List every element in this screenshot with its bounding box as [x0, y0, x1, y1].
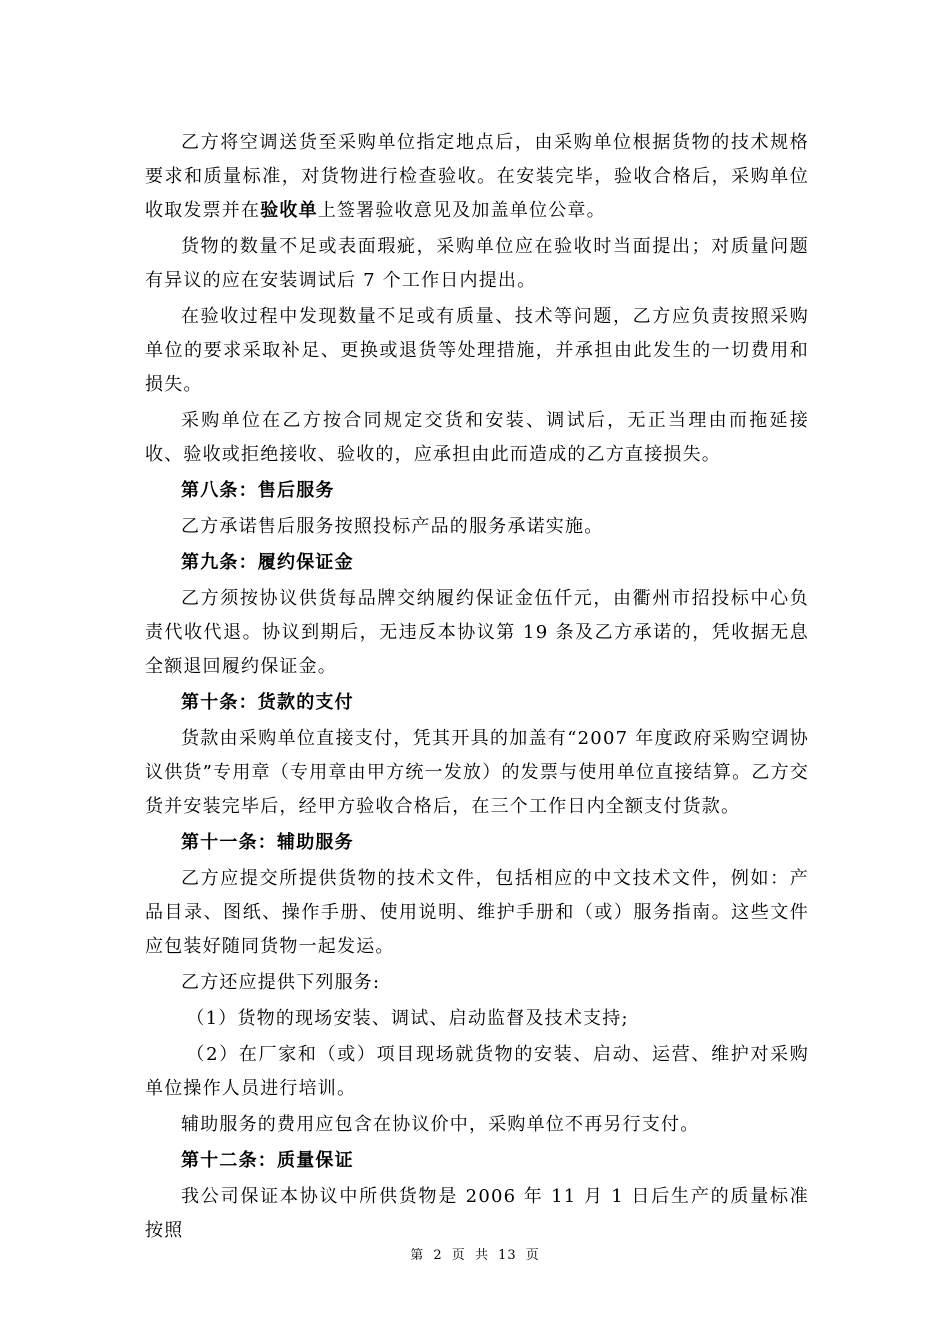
paragraph-refusal-liability: 采购单位在乙方按合同规定交货和安装、调试后，无正当理由而拖延接收、验收或拒绝接收、验收的，应承担由此而造成的乙方直接损失。 — [145, 410, 809, 465]
paragraph-article-8: 乙方承诺售后服务按照投标产品的服务承诺实施。 — [181, 516, 604, 537]
bold-term-acceptance-form: 验收单 — [260, 200, 318, 221]
heading-article-11: 第十一条：辅助服务 — [181, 832, 354, 853]
page-footer — [0, 1244, 950, 1263]
paragraph-quantity-defects: 货物的数量不足或表面瑕疵，采购单位应在验收时当面提出；对质量问题有异议的应在安装调试后 7 个工作日内提出。 — [145, 236, 809, 291]
heading-article-12: 第十二条：质量保证 — [181, 1150, 354, 1171]
footer-page-unit: 页 — [451, 1248, 466, 1263]
list-item-service-1: （1）货物的现场安装、调试、启动监督及技术支持; — [186, 1008, 629, 1029]
paragraph-text: 上签署验收意见及加盖单位公章。 — [317, 200, 606, 221]
paragraph-article-9: 乙方须按协议供货每品牌交纳履约保证金伍仟元，由衢州市招投标中心负责代收代退。协议到期后，无违反本协议第 19 条及乙方承诺的，凭收据无息全额退回履约保证金。 — [145, 588, 809, 677]
footer-page-number: 2 — [433, 1248, 443, 1263]
heading-article-9: 第九条：履约保证金 — [181, 552, 354, 573]
document-body — [145, 126, 809, 1250]
paragraph-acceptance-issues: 在验收过程中发现数量不足或有质量、技术等问题，乙方应负责按照采购单位的要求采取补足、更换或退货等处理措施，并承担由此发生的一切费用和损失。 — [145, 306, 809, 395]
paragraph-article-11-documents: 乙方应提交所提供货物的技术文件，包括相应的中文技术文件，例如：产品目录、图纸、操作手册、使用说明、维护手册和（或）服务指南。这些文件应包装好随同货物一起发运。 — [145, 868, 809, 957]
paragraph-article-12: 我公司保证本协议中所供货物是 2006 年 11 月 1 日后生产的质量标准按照 — [145, 1186, 809, 1241]
paragraph-acceptance-procedure — [145, 126, 809, 228]
list-item-service-2: （2）在厂家和（或）项目现场就货物的安装、启动、运营、维护对采购单位操作人员进行培训。 — [145, 1044, 809, 1099]
paragraph-text: 乙方将空调送货至采购单位指定地点后，由采购单位根据货物的技术规格要求和质量标准，对货物进行检查验收。在安装完毕，验收合格后，采购单位收取发票并在 — [145, 132, 809, 221]
footer-total-pages: 13 — [498, 1248, 517, 1263]
paragraph-article-11-services-intro: 乙方还应提供下列服务: — [181, 972, 381, 993]
paragraph-article-11-fees: 辅助服务的费用应包含在协议价中，采购单位不再另行支付。 — [181, 1114, 700, 1135]
footer-total-unit: 页 — [525, 1248, 540, 1263]
footer-page-label: 第 — [410, 1248, 425, 1263]
footer-total-label: 共 — [474, 1248, 489, 1263]
heading-article-8: 第八条：售后服务 — [181, 480, 335, 501]
paragraph-article-10: 货款由采购单位直接支付，凭其开具的加盖有“2007 年度政府采购空调协议供货”专用章（专用章由甲方统一发放）的发票与使用单位直接结算。乙方交货并安装完毕后，经甲方验收合格后，在三个工作日内全额支付货款。 — [145, 728, 809, 817]
heading-article-10: 第十条：货款的支付 — [181, 692, 354, 713]
